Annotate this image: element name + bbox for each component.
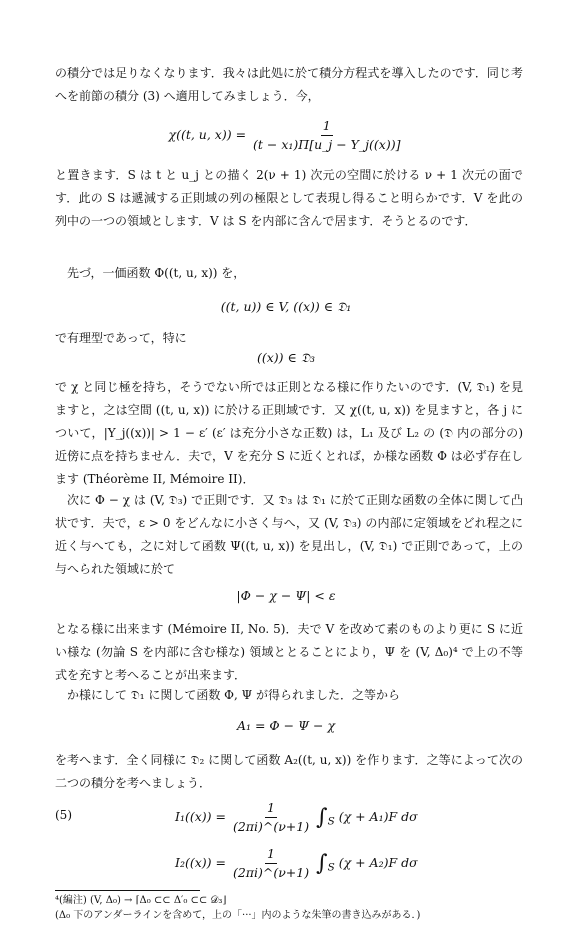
paragraph-8: か様にして 𝔇₁ に関して函数 Φ, Ψ が得られました．之等から <box>67 688 400 702</box>
integral-sign-2: ∫ <box>316 851 328 876</box>
equation-chi-lhs: χ((t, u, x)) = <box>168 127 247 142</box>
paragraph-7: となる様に出来ます (Mémoire II, No. 5)．夫で V を改めて素のものより更に S に近い様な (勿論 S を内部に含む様な) 領域ととることにより，Ψ を (V, Δ₀)⁴ で上の不等式を充すと考へることが出来ます． <box>55 622 523 682</box>
equation-number-5: (5) <box>55 808 72 822</box>
paragraph-6: 次に Φ − χ は (V, 𝔇₃) で正則です．又 𝔇₃ は 𝔇₁ に於て正則な函数の全体に関して凸状です．夫で，ε > 0 をどんなに小さく与へ，又 (V, 𝔇₃) の内部に定領域をどれ程之に近く与へても，之に対して函数 Ψ((t, u, x)) を見出し，(V, 𝔇₁) で正則であって，上の与へられた領域に於て <box>55 493 523 576</box>
footnote-line-2: (Δ₀ 下のアンダーラインを含めて，上の「···」内のような朱筆の書き込みがある．) <box>55 910 421 921</box>
equation-domain-1: ((t, u)) ∈ V, ((x)) ∈ 𝔇₁ <box>220 299 352 314</box>
integral-2-rhs: (χ + A₂)F dσ <box>338 855 418 870</box>
paragraph-2: と置きます．S は t と u_j との描く 2(ν + 1) 次元の空間に於ける ν + 1 次元の面です．此の S は遞減する正則域の列の極限として表現し得ること明らかです．V を此の列中の一つの領域とします．V は S を内部に含んで居ます．そうとるのです． <box>55 168 523 228</box>
equation-5-integral-1 <box>55 800 523 840</box>
integral-sign-1: ∫ <box>316 805 328 830</box>
integral-1-subscript: S <box>327 815 335 828</box>
integral-2-subscript: S <box>327 861 335 874</box>
integral-2-lhs: I₂((x)) = <box>175 855 226 870</box>
paragraph-9: を考へます．全く同様に 𝔇₂ に関して函数 A₂((t, u, x)) を作ります．之等によって次の二つの積分を考へましょう． <box>55 753 523 790</box>
integral-1-denominator: (2πi)^(ν+1) <box>232 819 310 834</box>
equation-chi-numerator: 1 <box>321 118 333 136</box>
equation-domain-3: ((x)) ∈ 𝔇₃ <box>256 350 316 365</box>
equation-chi-fraction <box>253 118 400 153</box>
integral-1-numerator: 1 <box>265 800 277 818</box>
integral-1-body <box>175 800 418 835</box>
integral-2-denominator: (2πi)^(ν+1) <box>232 865 310 880</box>
integral-1-fraction <box>233 800 309 835</box>
integral-2-body <box>175 846 418 881</box>
equation-inequality: |Φ − χ − Ψ| < ε <box>236 588 336 603</box>
paragraph-5: で χ と同じ極を持ち，そうでない所では正則となる様に作りたいのです．(V, 𝔇₁) を見ますと，之は空間 ((t, u, x)) に於ける正則域です．又 χ((t, u, x)) を見ますと，各 j について，|Y_j((x))| > 1 − ε′ (ε′ は充分小さな正数) は，L₁ 及び L₂ の (𝔇 内の部分の) 近傍に点を持ちません．夫で，V を充分 S に近くとれば，か様な函数 Φ は必ず存在します (Théorème II, Mémoire II)． <box>55 380 523 486</box>
footnote-rule <box>55 890 200 891</box>
footnote-line-1: ⁴(編注) (V, Δ₀) → ⌈Δ₀ ⊂⊂ Δ′₀ ⊂⊂ 𝒟₃⌋ <box>55 895 227 906</box>
equation-chi-denominator: (t − x₁)Π[u_j − Y_j((x))] <box>253 137 401 152</box>
equation-integral-2 <box>55 846 523 886</box>
equation-a1: A₁ = Φ − Ψ − χ <box>236 718 336 733</box>
paragraph-4: で有理型であって，特に <box>55 331 187 345</box>
integral-1-rhs: (χ + A₁)F dσ <box>338 809 418 824</box>
integral-1-lhs: I₁((x)) = <box>175 809 226 824</box>
integral-2-fraction <box>233 846 309 881</box>
paragraph-3: 先づ，一価函数 Φ((t, u, x)) を， <box>67 266 246 280</box>
paragraph-1: の積分では足りなくなります．我々は此処に於て積分方程式を導入したのです．同じ考へを前節の積分 (3) へ適用してみましょう．今， <box>55 66 523 103</box>
equation-chi <box>0 118 572 153</box>
integral-2-numerator: 1 <box>265 846 277 864</box>
